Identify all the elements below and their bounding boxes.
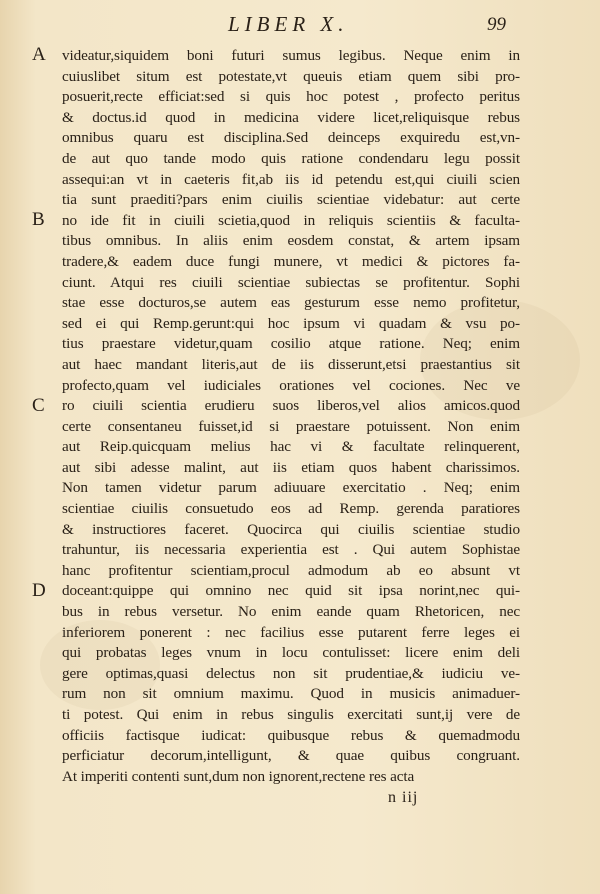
book-title: LIBER X. xyxy=(228,12,349,36)
text-line: aut Reip.quicquam melius hac vi & facultate relinquerent, xyxy=(62,438,520,456)
text-line: rum non sit omnium maximu. Quod in musicis animaduer- xyxy=(62,685,520,703)
text-line: tius praestare videtur,quam cosilio atque ratione. Neq; enim xyxy=(62,335,520,353)
text-line: profecto,quam vel iudiciales orationes vel cociones. Nec ve xyxy=(62,376,520,394)
text-line: & instructiores faceret. Quocirca qui ciuilis scientiae studio xyxy=(62,520,520,538)
text-line: hanc profitentur scientiam,procul admodum ab eo absunt vt xyxy=(62,561,520,579)
text-line: bus in rebus versetur. No enim eande quam Rhetoricen, nec xyxy=(62,603,520,621)
margin-marker-d: D xyxy=(32,580,46,601)
text-line: aut haec mandant literis,aut de iis disserunt,etsi praestantius sit xyxy=(62,355,520,373)
text-line: certe consentaneu fuisset,id si praestare potuissent. Non enim xyxy=(62,417,520,435)
running-head xyxy=(0,12,600,38)
text-line: ciunt. Atqui res ciuili scientiae subiectas se profitentur. Sophi xyxy=(62,273,520,291)
text-line: Non tamen videtur parum adiuuare exercitatio . Neq; enim xyxy=(62,479,520,497)
text-line: de aut quo tande modo quis ratione condendaru legu possit xyxy=(62,149,520,167)
text-line: & doctus.id quod in medicina videre licet,reliquisque rebus xyxy=(62,108,520,126)
text-line: perficiatur decorum,intelligunt, & quae quibus congruant. xyxy=(62,747,520,765)
text-line: posuerit,recte efficiat:sed si quis hoc potest , profecto peritus xyxy=(62,88,520,106)
page-number: 99 xyxy=(487,14,506,35)
text-line: assequi:an vt in caeteris fit,ab iis id petendu est,qui ciuili scien xyxy=(62,170,520,188)
text-line: sed ei qui Remp.gerunt:qui hoc ipsum vi quadam & vsu po- xyxy=(62,314,520,332)
body-text xyxy=(62,46,520,787)
text-line: stae esse docturos,se autem eas gesturum esse nemo profitetur, xyxy=(62,294,520,312)
text-line: At imperiti contenti sunt,dum non ignorent,rectene res acta xyxy=(62,767,415,785)
text-line: tia sunt praediti?pars enim ciuilis scientiae videbatur: aut certe xyxy=(62,191,520,209)
margin-marker-a: A xyxy=(32,44,46,65)
text-line: officiis factisque iudicat: quibusque rebus & quemadmodu xyxy=(62,726,520,744)
text-line: no ide fit in ciuili scietia,quod in reliquis scientiis & faculta- xyxy=(62,211,520,229)
text-line: gere optimas,quasi delectus non sit prudentiae,& iudiciu ve- xyxy=(62,664,520,682)
text-line: omnibus quaru est disciplina.Sed deinceps exquiredu est,vn- xyxy=(62,129,520,147)
text-line: scientiae ciuilis consuetudo eos ad Remp. gerenda paratiores xyxy=(62,500,520,518)
signature-mark: n iij xyxy=(388,789,419,806)
margin-marker-b: B xyxy=(32,209,45,230)
text-line: tradere,& eadem duce fungi munere, vt medici & pictores fa- xyxy=(62,252,520,270)
text-line: ro ciuili scientia erudieru suos liberos,vel alios amicos.quod xyxy=(62,397,520,415)
text-line: inferiorem ponerent : nec facilius esse putarent ferre leges ei xyxy=(62,623,520,641)
text-line: trahuntur, iis necessaria experientia est . Qui autem Sophistae xyxy=(62,541,520,559)
text-line: cuiuslibet situm est potestate,vt queuis etiam quem sibi pro- xyxy=(62,67,520,85)
text-line: tibus omnibus. In aliis enim eosdem constat, & artem ipsam xyxy=(62,232,520,250)
text-line: qui probatas leges vnum in locu contulisset: licere enim deli xyxy=(62,644,520,662)
margin-marker-c: C xyxy=(32,395,45,416)
text-line: doceant:quippe qui omnino nec quid sit ipsa norint,nec qui- xyxy=(62,582,520,600)
text-line: ti potest. Qui enim in rebus singulis exercitati sunt,ij vere de xyxy=(62,706,520,723)
text-line: videatur,siquidem boni futuri sumus legibus. Neque enim in xyxy=(62,47,520,64)
text-line: aut sibi adesse malint, aut iis etiam quos habent charissimos. xyxy=(62,458,520,476)
